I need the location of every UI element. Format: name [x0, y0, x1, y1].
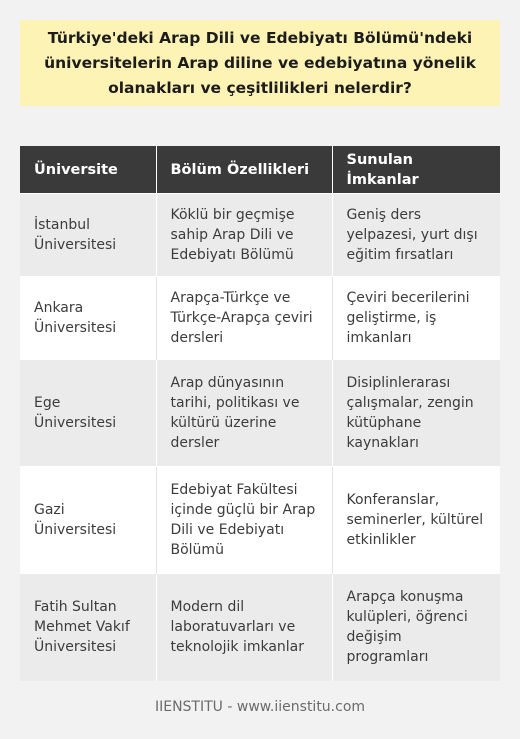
cell-university: İstanbul Üniversitesi — [20, 194, 156, 277]
table-header-row — [20, 146, 500, 194]
cell-facilities: Çeviri becerilerini geliştirme, iş imkanları — [332, 277, 500, 360]
title-box — [20, 20, 500, 106]
cell-university: Ankara Üniversitesi — [20, 277, 156, 360]
cell-features: Arapça-Türkçe ve Türkçe-Arapça çeviri dersleri — [156, 277, 332, 360]
header-university: Üniversite — [20, 146, 156, 194]
footer-brand: IIENSTITU - www.iienstitu.com — [154, 699, 366, 715]
cell-features: Edebiyat Fakültesi içinde güçlü bir Arap Dili ve Edebiyatı Bölümü — [156, 467, 332, 574]
title-line-3: olanakları ve çeşitlilikleri nelerdir? — [108, 79, 412, 97]
table-row — [20, 574, 500, 681]
cell-university: Fatih Sultan Mehmet Vakıf Üniversitesi — [20, 574, 156, 681]
cell-features: Arap dünyasının tarihi, politikası ve kültürü üzerine dersler — [156, 360, 332, 467]
table-row — [20, 360, 500, 467]
cell-facilities: Geniş ders yelpazesi, yurt dışı eğitim fırsatları — [332, 194, 500, 277]
title-line-2: üniversitelerin Arap diline ve edebiyatına yönelik — [44, 54, 476, 72]
universities-table — [20, 146, 500, 681]
table-row — [20, 467, 500, 574]
cell-university: Gazi Üniversitesi — [20, 467, 156, 574]
cell-facilities: Arapça konuşma kulüpleri, öğrenci değişim programları — [332, 574, 500, 681]
header-features: Bölüm Özellikleri — [156, 146, 332, 194]
table-row — [20, 277, 500, 360]
cell-features: Modern dil laboratuvarları ve teknolojik imkanlar — [156, 574, 332, 681]
cell-facilities: Disiplinlerarası çalışmalar, zengin kütüphane kaynakları — [332, 360, 500, 467]
header-facilities: Sunulan İmkanlar — [332, 146, 500, 194]
cell-university: Ege Üniversitesi — [20, 360, 156, 467]
title-line-1: Türkiye'deki Arap Dili ve Edebiyatı Bölümü'ndeki — [47, 29, 473, 47]
cell-features: Köklü bir geçmişe sahip Arap Dili ve Edebiyatı Bölümü — [156, 194, 332, 277]
table-row — [20, 194, 500, 277]
cell-facilities: Konferanslar, seminerler, kültürel etkinlikler — [332, 467, 500, 574]
